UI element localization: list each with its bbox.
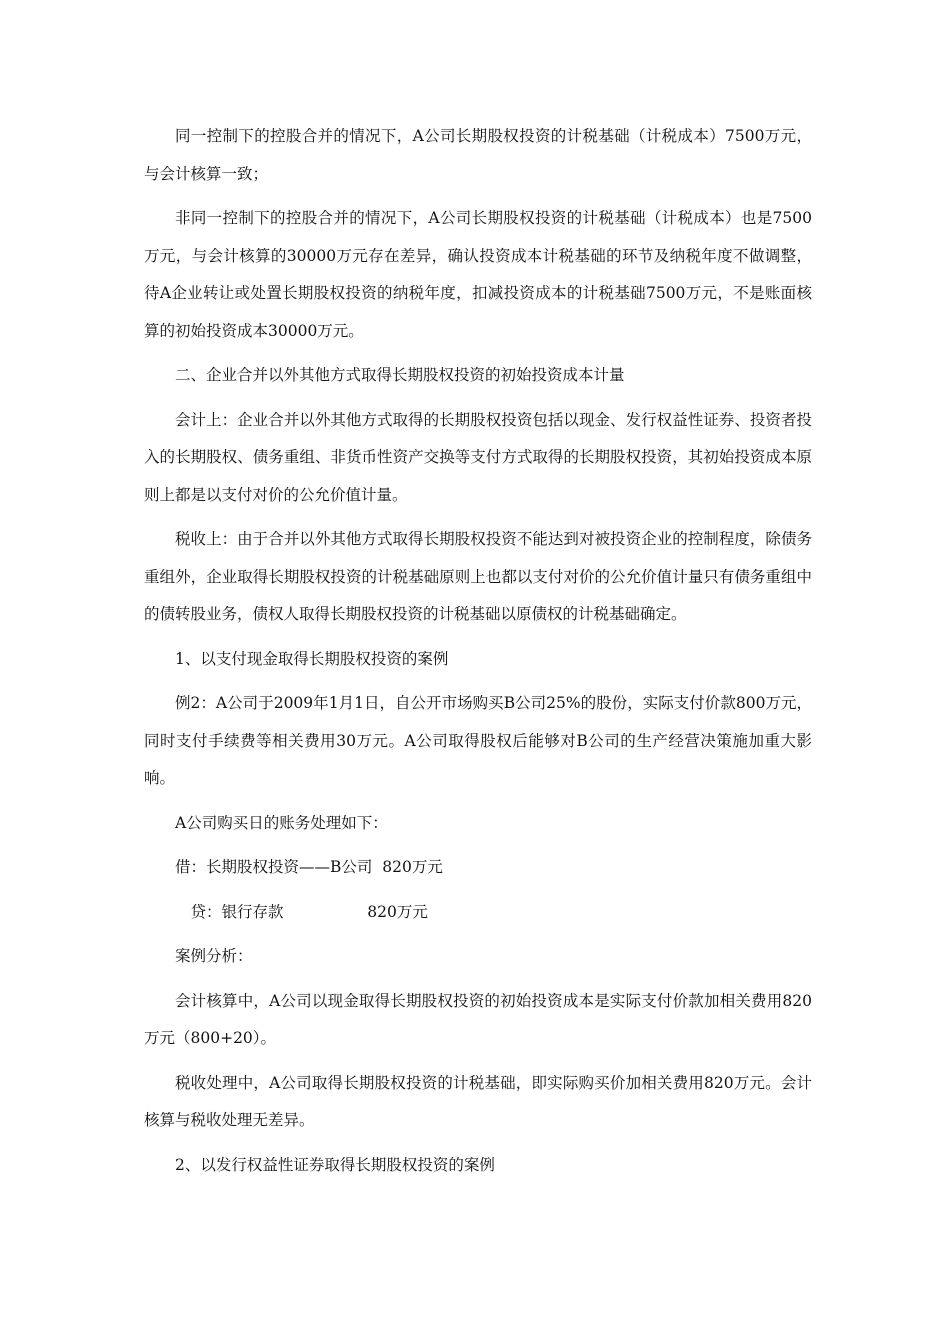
subheading-cash-case: 1、以支付现金取得长期股权投资的案例 [175, 649, 449, 668]
paragraph-tax: 税收上：由于合并以外其他方式取得长期股权投资不能达到对被投资企业的控制程度，除债务重组外，企业取得长期股权投资的计税基础原则上也都以支付对价的公允价值计量只有债务重组中的债转股业务，债权人取得长期股权投资的计税基础以原债权的计税基础确定。 [144, 530, 812, 623]
paragraph-accounting-analysis: 会计核算中，A公司以现金取得长期股权投资的初始投资成本是实际支付价款加相关费用820万元（800+20）。 [144, 991, 812, 1047]
document-page [144, 118, 812, 1191]
paragraph-tax-analysis: 税收处理中，A公司取得长期股权投资的计税基础，即实际购买价加相关费用820万元。会计核算与税收处理无差异。 [144, 1073, 812, 1129]
paragraph-example-2: 例2：A公司于2009年1月1日，自公开市场购买B公司25%的股份，实际支付价款800万元，同时支付手续费等相关费用30万元。A公司取得股权后能够对B公司的生产经营决策施加重大影响。 [144, 694, 812, 787]
journal-entry-credit: 贷：银行存款 820万元 [190, 902, 428, 921]
paragraph-journal-intro: A公司购买日的账务处理如下： [175, 813, 388, 832]
paragraph-accounting: 会计上：企业合并以外其他方式取得的长期股权投资包括以现金、发行权益性证券、投资者投入的长期股权、债务重组、非货币性资产交换等支付方式取得的长期股权投资，其初始投资成本原则上都是以支付对价的公允价值计量。 [144, 410, 812, 504]
subheading-equity-case: 2、以发行权益性证券取得长期股权投资的案例 [175, 1155, 495, 1174]
journal-entry-debit: 借：长期股权投资——B公司 820万元 [175, 858, 443, 876]
case-analysis-heading: 案例分析： [175, 947, 253, 965]
paragraph-same-control: 同一控制下的控股合并的情况下，A公司长期股权投资的计税基础（计税成本）7500万元，与会计核算一致； [144, 127, 812, 183]
paragraph-non-same-control: 非同一控制下的控股合并的情况下，A公司长期股权投资的计税基础（计税成本）也是7500万元，与会计核算的30000万元存在差异，确认投资成本计税基础的环节及纳税年度不做调整，待A企业转让或处置长期股权投资的纳税年度，扣减投资成本的计税基础7500万元，不是账面核算的初始投资成本30000万元。 [144, 209, 812, 340]
section-heading-two: 二、企业合并以外其他方式取得长期股权投资的初始投资成本计量 [175, 366, 625, 384]
